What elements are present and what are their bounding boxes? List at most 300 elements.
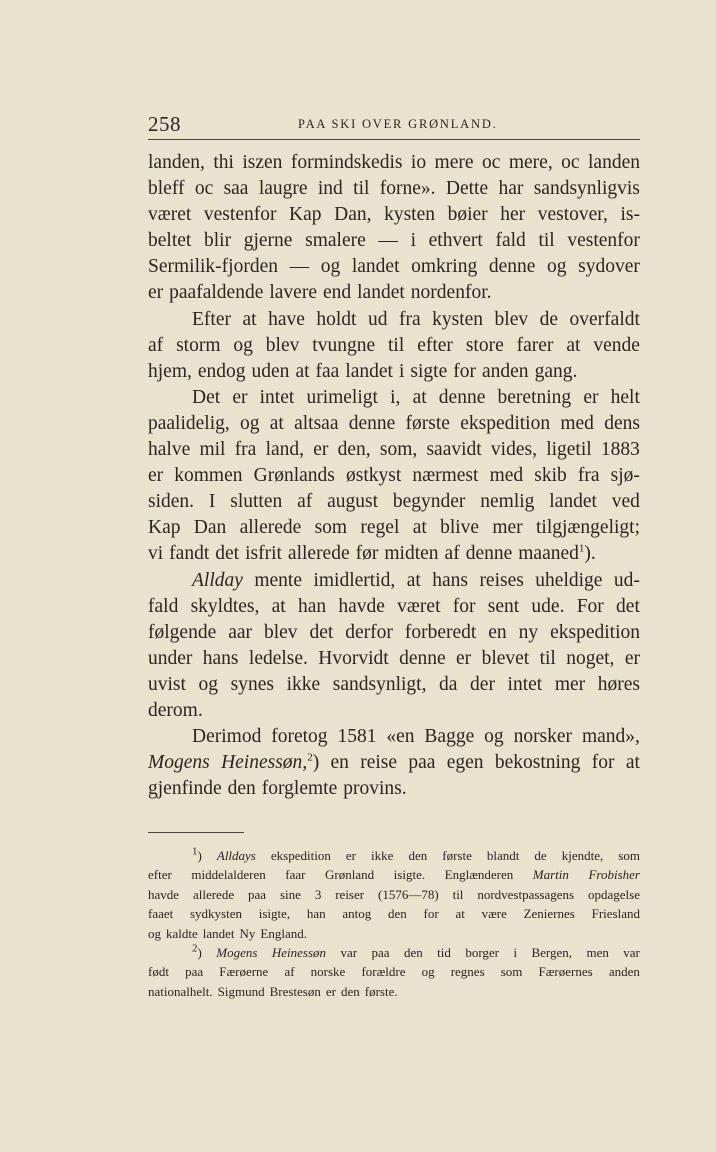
word: 1581 xyxy=(337,726,377,748)
word: høres xyxy=(597,673,640,695)
word: fald xyxy=(148,595,179,617)
word: til xyxy=(388,334,405,356)
word: i xyxy=(513,944,518,960)
word: thi xyxy=(213,152,234,173)
word: Hvorvidt xyxy=(318,647,389,669)
word: paa xyxy=(185,964,204,980)
word: paa xyxy=(248,886,267,902)
italic-word: Allday xyxy=(192,569,243,591)
word: en xyxy=(488,621,507,643)
word: at xyxy=(566,334,581,356)
word: smalere xyxy=(305,230,366,252)
text-line xyxy=(148,333,640,359)
word: ikke xyxy=(286,673,321,695)
word: østkyst xyxy=(345,465,402,487)
word: ind xyxy=(317,178,343,200)
word: dens xyxy=(604,412,640,434)
word: i xyxy=(398,360,405,382)
word: blev xyxy=(494,308,529,330)
text-line xyxy=(148,672,640,698)
word: de xyxy=(534,848,547,863)
word: været xyxy=(397,595,441,617)
word: overfaldt xyxy=(569,308,640,330)
word: hans xyxy=(432,569,468,591)
word: egen xyxy=(446,752,484,774)
word: den xyxy=(340,983,360,999)
word: iszen xyxy=(242,152,283,173)
word: Det xyxy=(192,386,221,408)
footnote-number: 1 xyxy=(192,845,198,858)
word: til xyxy=(538,230,555,252)
italic-word: Frobisher xyxy=(588,867,640,883)
word: nordvestpassagens xyxy=(477,886,575,902)
footnote-line xyxy=(148,982,640,1001)
word: Efter xyxy=(192,308,231,330)
word: «en xyxy=(386,726,415,748)
word: er xyxy=(313,439,329,461)
word: Sigmund xyxy=(217,983,265,999)
word: vestover, xyxy=(537,204,608,226)
word: anden xyxy=(608,964,640,980)
word: bekostning xyxy=(494,752,581,774)
word: faar xyxy=(285,867,306,883)
word: sandsynligvis xyxy=(533,178,640,200)
word: født xyxy=(148,964,169,980)
footnote-ref: 1 xyxy=(578,542,585,555)
word: mer xyxy=(554,673,586,695)
word: borger xyxy=(465,944,500,960)
word: halve xyxy=(148,439,191,461)
body-text xyxy=(148,150,640,802)
word: med xyxy=(489,465,524,487)
word: er xyxy=(345,848,356,863)
word: til xyxy=(353,178,370,200)
word: Ny xyxy=(239,925,256,941)
word: og xyxy=(320,256,341,278)
word: gjerne xyxy=(243,230,293,252)
word: fra xyxy=(234,439,257,461)
word: denne xyxy=(348,412,396,434)
word: at xyxy=(625,752,640,774)
italic-word: Mogens xyxy=(148,752,210,774)
word: er xyxy=(148,282,164,304)
word: isigte. xyxy=(393,867,426,883)
word: paa xyxy=(371,944,390,960)
word: landet xyxy=(549,491,597,513)
word: at xyxy=(271,595,286,617)
word: gjenfinde xyxy=(148,778,222,800)
word: aar xyxy=(228,621,252,643)
word: landet xyxy=(202,925,235,941)
word: mer xyxy=(492,517,523,539)
word: følgende xyxy=(148,621,217,643)
footnote-line xyxy=(148,904,640,923)
word: ved xyxy=(611,491,640,513)
text-line xyxy=(148,698,640,724)
word: intet xyxy=(507,673,543,695)
word: isfrit xyxy=(245,543,282,565)
word: sigte xyxy=(410,360,448,382)
word: forglemte xyxy=(261,778,338,800)
footnotes xyxy=(148,846,640,1001)
word: intet xyxy=(259,386,295,408)
word: tid xyxy=(437,944,451,960)
word: at xyxy=(242,308,257,330)
word: paa xyxy=(408,752,436,774)
paragraph xyxy=(148,385,640,568)
word: Dan, xyxy=(334,204,372,226)
word: oc xyxy=(561,152,580,173)
word: til xyxy=(539,647,556,669)
word: Sermilik-fjorden xyxy=(148,256,278,278)
word: sandsynligt, xyxy=(332,673,427,695)
word: tvungne xyxy=(312,334,376,356)
word: uvist xyxy=(148,673,186,695)
word: vende xyxy=(593,334,640,356)
word: endog xyxy=(197,360,246,382)
word: er xyxy=(325,983,336,999)
word: været xyxy=(148,204,192,226)
word: allerede xyxy=(287,543,350,565)
word: norsker xyxy=(513,726,573,748)
word: land, xyxy=(265,439,305,461)
word: og xyxy=(547,256,567,278)
word: kysten xyxy=(432,308,484,330)
word: store xyxy=(465,334,504,356)
text-line xyxy=(148,437,640,463)
word: før xyxy=(355,543,379,565)
word: kjendte, xyxy=(561,848,604,863)
word: den, xyxy=(337,439,371,461)
word: første. xyxy=(364,983,398,999)
word-with-ref: maaned$^1$). xyxy=(518,542,596,565)
word: første xyxy=(442,848,472,863)
word: af xyxy=(148,334,164,356)
page-header xyxy=(148,112,640,134)
word: Zeniernes xyxy=(523,906,575,922)
word: saavidt xyxy=(426,439,482,461)
word: middelalderen xyxy=(191,867,266,883)
word: slutten xyxy=(230,491,283,513)
word: til xyxy=(452,886,464,902)
word: vestenfor xyxy=(567,230,640,252)
word: helt xyxy=(610,386,640,408)
word: antog xyxy=(342,906,372,922)
word: blev xyxy=(265,334,300,356)
word: her xyxy=(500,204,526,226)
text-line xyxy=(148,254,640,280)
footnote-line xyxy=(148,943,640,962)
word: af xyxy=(444,543,460,565)
word: opdagelse xyxy=(588,886,640,902)
word: ekspedition xyxy=(460,412,551,434)
word: forældre xyxy=(361,964,406,980)
word: for xyxy=(591,752,615,774)
word: havde xyxy=(338,595,385,617)
word: denne xyxy=(399,647,446,669)
word: ny xyxy=(518,621,539,643)
word: hjem, xyxy=(148,360,192,382)
word: Færøerne xyxy=(219,964,269,980)
word: urimeligt xyxy=(306,386,378,408)
word: altsaa xyxy=(294,412,339,434)
word: og xyxy=(484,726,504,748)
word: England. xyxy=(260,925,307,941)
word: for xyxy=(452,595,476,617)
word: forne». xyxy=(379,178,436,200)
word: vestenfor xyxy=(203,204,277,226)
word: mand», xyxy=(581,726,640,748)
word: ud- xyxy=(613,569,640,591)
word: reiser xyxy=(335,886,365,902)
word: har xyxy=(498,178,524,200)
word: med xyxy=(560,412,594,434)
italic-word: Heinessøn xyxy=(271,944,327,960)
word: den xyxy=(388,906,407,922)
text-line xyxy=(148,646,640,672)
word: is- xyxy=(620,204,640,226)
word: mere xyxy=(434,152,474,173)
word: saa xyxy=(223,178,249,200)
word: regel xyxy=(360,517,400,539)
word: Færøernes xyxy=(538,964,593,980)
word: den xyxy=(403,944,423,960)
word: derfor xyxy=(345,621,393,643)
word: for xyxy=(453,360,476,382)
word: og xyxy=(421,964,435,980)
word: ledelse. xyxy=(248,647,308,669)
text-line xyxy=(148,489,640,515)
word: beltet xyxy=(148,230,192,252)
word: var xyxy=(340,944,358,960)
footnote-ref: 2 xyxy=(307,751,313,764)
word: sydover xyxy=(578,256,640,278)
word: første xyxy=(405,412,450,434)
text-line xyxy=(148,411,640,437)
header-rule xyxy=(148,139,640,140)
word: ude. xyxy=(531,595,565,617)
word: denne xyxy=(438,386,486,408)
word: for xyxy=(423,906,439,922)
text-line xyxy=(148,176,640,202)
word: den xyxy=(227,778,256,800)
word: at xyxy=(412,517,427,539)
word: det xyxy=(309,621,334,643)
word: sjø- xyxy=(610,465,640,487)
word: og xyxy=(233,334,253,356)
word: er xyxy=(624,647,640,669)
word: er xyxy=(232,386,248,408)
word: paalidelig, xyxy=(148,412,230,434)
word: da xyxy=(439,673,458,695)
word: farer xyxy=(516,334,554,356)
word: nemlig xyxy=(480,491,535,513)
word: landet xyxy=(357,282,405,304)
word: er xyxy=(148,465,164,487)
footnote-number: 2 xyxy=(192,942,198,955)
word: blev xyxy=(263,621,298,643)
text-line xyxy=(148,280,640,306)
word: landen, xyxy=(148,152,205,173)
word: Brestesøn xyxy=(269,983,321,999)
word: mente xyxy=(254,569,303,591)
word: allerede xyxy=(192,886,235,902)
word: at xyxy=(406,569,421,591)
running-title: PAA SKI OVER GRØNLAND. xyxy=(298,117,498,131)
word: provins. xyxy=(343,778,407,800)
word: den xyxy=(408,848,428,863)
word: regnes xyxy=(450,964,485,980)
word: og xyxy=(240,412,260,434)
word: at xyxy=(412,386,427,408)
word: Grønlands xyxy=(253,465,335,487)
word: Englænderen xyxy=(444,867,514,883)
paragraph xyxy=(148,150,640,307)
word: af xyxy=(284,964,295,980)
word: laugre xyxy=(258,178,308,200)
word: norske xyxy=(310,964,346,980)
word: have xyxy=(268,308,305,330)
word: og xyxy=(148,925,161,941)
text-line xyxy=(148,385,640,411)
word: som xyxy=(500,964,523,980)
word: gang. xyxy=(534,360,578,382)
text-line xyxy=(148,620,640,646)
paragraph xyxy=(148,307,640,385)
word: end xyxy=(322,282,352,304)
word: sine xyxy=(279,886,301,902)
text-line xyxy=(148,724,640,750)
word: en xyxy=(330,752,349,774)
word: mere, xyxy=(508,152,553,173)
word: ekspedition xyxy=(550,621,640,643)
word: nationalhelt. xyxy=(148,983,213,999)
word: havde xyxy=(148,886,180,902)
page-number: 258 xyxy=(148,112,181,136)
word: de xyxy=(539,308,559,330)
word: noget, xyxy=(566,647,615,669)
paragraph xyxy=(148,724,640,802)
word: ud xyxy=(367,308,388,330)
word: faaet xyxy=(148,906,174,922)
word: blandt xyxy=(486,848,520,863)
word: I xyxy=(208,491,216,513)
word: For xyxy=(576,595,604,617)
word: 3 xyxy=(314,886,322,902)
word: reise xyxy=(360,752,398,774)
word: Bagge xyxy=(424,726,475,748)
word: (1576—78) xyxy=(378,886,439,902)
word: storm xyxy=(176,334,221,356)
word: at xyxy=(455,906,465,922)
word: han xyxy=(297,595,327,617)
word: formindskedis xyxy=(290,152,403,173)
word: vi xyxy=(148,543,164,565)
text-line xyxy=(148,463,640,489)
word: være xyxy=(481,906,507,922)
word: er xyxy=(583,386,599,408)
word: august xyxy=(327,491,378,513)
word: og xyxy=(198,673,219,695)
footnote-line xyxy=(148,885,640,904)
word: begynder xyxy=(392,491,466,513)
word: fra xyxy=(577,465,600,487)
word: Kap xyxy=(289,204,322,226)
word: blevet xyxy=(481,647,530,669)
italic-word: Martin xyxy=(532,867,569,883)
word: derom. xyxy=(148,699,203,721)
italic-word: Alldays xyxy=(216,848,256,863)
word: oc xyxy=(194,178,214,200)
word: sent xyxy=(487,595,520,617)
word-with-ref: Heinessøn,$^2$) xyxy=(221,751,320,774)
word: det xyxy=(616,595,640,617)
word: efter xyxy=(148,867,172,883)
word: fandt xyxy=(169,543,210,565)
word: fra xyxy=(398,308,421,330)
word: mil xyxy=(199,439,226,461)
word: i, xyxy=(390,386,401,408)
word: Dan xyxy=(193,517,227,539)
word: nærmest xyxy=(412,465,479,487)
word: uden xyxy=(251,360,290,382)
word: landen xyxy=(588,152,640,173)
word: foretog xyxy=(271,726,328,748)
text-line xyxy=(148,776,640,802)
word: beretning xyxy=(497,386,572,408)
word: ekspedition xyxy=(270,848,331,863)
word: men xyxy=(586,944,609,960)
text-line xyxy=(148,515,640,541)
word: som xyxy=(618,848,640,863)
text-line xyxy=(148,150,640,176)
word: af xyxy=(297,491,313,513)
word: Friesland xyxy=(591,906,640,922)
word: blive xyxy=(440,517,480,539)
word: det xyxy=(215,543,240,565)
word: Dette xyxy=(445,178,489,200)
word: ethvert xyxy=(428,230,483,252)
word: skib xyxy=(534,465,567,487)
word: efter xyxy=(417,334,453,356)
word: Grønland xyxy=(325,867,375,883)
text-line xyxy=(148,228,640,254)
footnote-marker: $^2$) xyxy=(192,942,202,960)
word: holdt xyxy=(316,308,357,330)
word: tilgjængeligt; xyxy=(535,517,640,539)
word: siden. xyxy=(148,491,195,513)
word: imidlertid, xyxy=(313,569,396,591)
word: — xyxy=(289,256,310,278)
footnote-marker: $^1$) xyxy=(192,845,202,863)
word: bleff xyxy=(148,178,185,200)
word: reises xyxy=(479,569,524,591)
footnote-line xyxy=(148,962,640,981)
word: i xyxy=(410,230,416,252)
word: er xyxy=(456,647,472,669)
word: synes xyxy=(230,673,274,695)
italic-word: Heinessøn, xyxy=(221,752,308,774)
paragraph xyxy=(148,568,640,725)
word: fald xyxy=(495,230,526,252)
word: faa xyxy=(315,360,340,382)
word: kysten xyxy=(384,204,435,226)
word: midten xyxy=(384,543,439,565)
word: 1883 xyxy=(600,439,640,461)
word: uheldige xyxy=(535,569,603,591)
text-line xyxy=(148,307,640,333)
word: han xyxy=(306,906,326,922)
